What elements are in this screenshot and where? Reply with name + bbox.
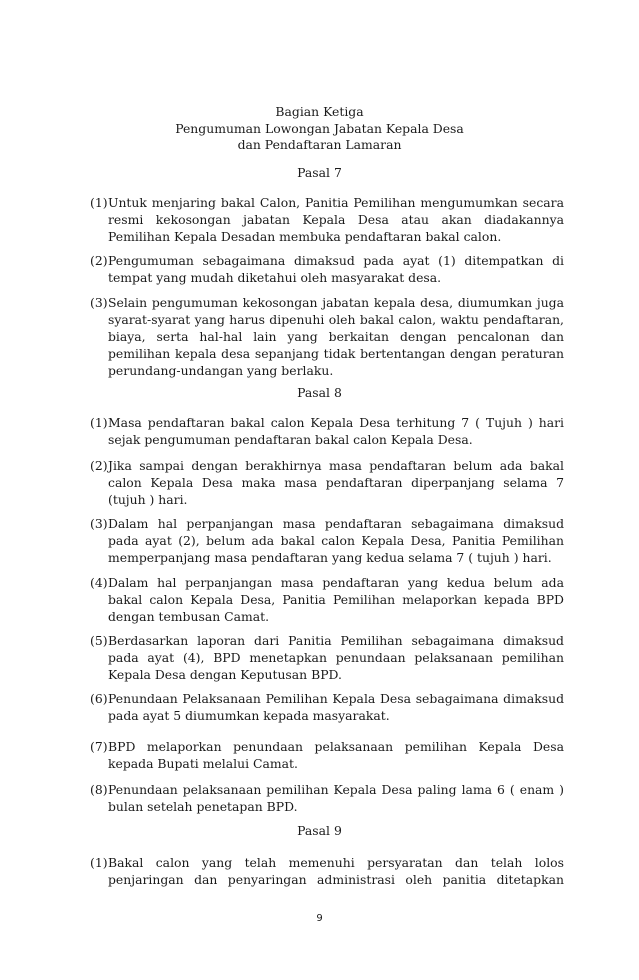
section-title-line2: dan Pendaftaran Lamaran	[237, 137, 402, 152]
section-title-line1: Pengumuman Lowongan Jabatan Kepala Desa	[175, 121, 464, 136]
item-text: Masa pendaftaran bakal calon Kepala Desa terhitung 7 ( Tujuh ) hari sejak pengumuman pendaftaran bakal calon Kepala Desa.	[108, 415, 564, 447]
item-text: Bakal calon yang telah memenuhi persyaratan dan telah lolos penjaringan dan penyaringan administrasi oleh panitia ditetapkan	[108, 855, 564, 887]
item-number: (2)	[90, 458, 108, 473]
section-label: Bagian Ketiga	[275, 104, 364, 119]
item-number: (1)	[90, 855, 108, 870]
item-number: (6)	[90, 691, 108, 706]
item-text: Berdasarkan laporan dari Panitia Pemilihan sebagaimana dimaksud pada ayat (4), BPD menetapkan penundaan pelaksanaan pemilihan Kepala Desa dengan Keputusan BPD.	[108, 633, 564, 682]
item-text: Penundaan Pelaksanaan Pemilihan Kepala Desa sebagaimana dimaksud pada ayat 5 diumumkan kepada masyarakat.	[108, 691, 564, 723]
item-text: Pengumuman sebagaimana dimaksud pada ayat (1) ditempatkan di tempat yang mudah diketahui oleh masyarakat desa.	[108, 253, 564, 285]
item-text: BPD melaporkan penundaan pelaksanaan pemilihan Kepala Desa kepada Bupati melalui Camat.	[108, 739, 564, 771]
item-number: (5)	[90, 633, 108, 648]
item-text: Selain pengumuman kekosongan jabatan kepala desa, diumumkan juga syarat-syarat yang harus dipenuhi oleh bakal calon, waktu pendaftaran, biaya, serta hal-hal lain yang berkaitan dengan pencalonan dan pemilihan kepala desa sepanjang tidak bertentangan dengan peraturan perundang-undangan yang berlaku.	[108, 295, 564, 378]
pasal-7-heading: Pasal 7	[297, 165, 342, 180]
item-text: Dalam hal perpanjangan masa pendaftaran sebagaimana dimaksud pada ayat (2), belum ada bakal calon Kepala Desa, Panitia Pemilihan memperpanjang masa pendaftaran yang kedua selama 7 ( tujuh ) hari.	[108, 516, 564, 565]
page-number: 9	[316, 913, 323, 924]
item-number: (3)	[90, 516, 108, 531]
item-number: (8)	[90, 782, 108, 797]
item-number: (1)	[90, 415, 108, 430]
item-text: Dalam hal perpanjangan masa pendaftaran yang kedua belum ada bakal calon Kepala Desa, Panitia Pemilihan melaporkan kepada BPD dengan tembusan Camat.	[108, 575, 564, 624]
pasal-8-heading: Pasal 8	[297, 385, 342, 400]
pasal-9-heading: Pasal 9	[297, 823, 342, 838]
item-text: Untuk menjaring bakal Calon, Panitia Pemilihan mengumumkan secara resmi kekosongan jabatan Kepala Desa atau akan diadakannya Pemilihan Kepala Desadan membuka pendaftaran bakal calon.	[108, 195, 564, 244]
item-number: (4)	[90, 575, 108, 590]
item-number: (2)	[90, 253, 108, 268]
item-text: Jika sampai dengan berakhirnya masa pendaftaran belum ada bakal calon Kepala Desa maka masa pendaftaran diperpanjang selama 7 (tujuh ) hari.	[108, 458, 564, 507]
item-number: (3)	[90, 295, 108, 310]
item-number: (1)	[90, 195, 108, 210]
item-number: (7)	[90, 739, 108, 754]
item-text: Penundaan pelaksanaan pemilihan Kepala Desa paling lama 6 ( enam ) bulan setelah penetapan BPD.	[108, 782, 564, 814]
